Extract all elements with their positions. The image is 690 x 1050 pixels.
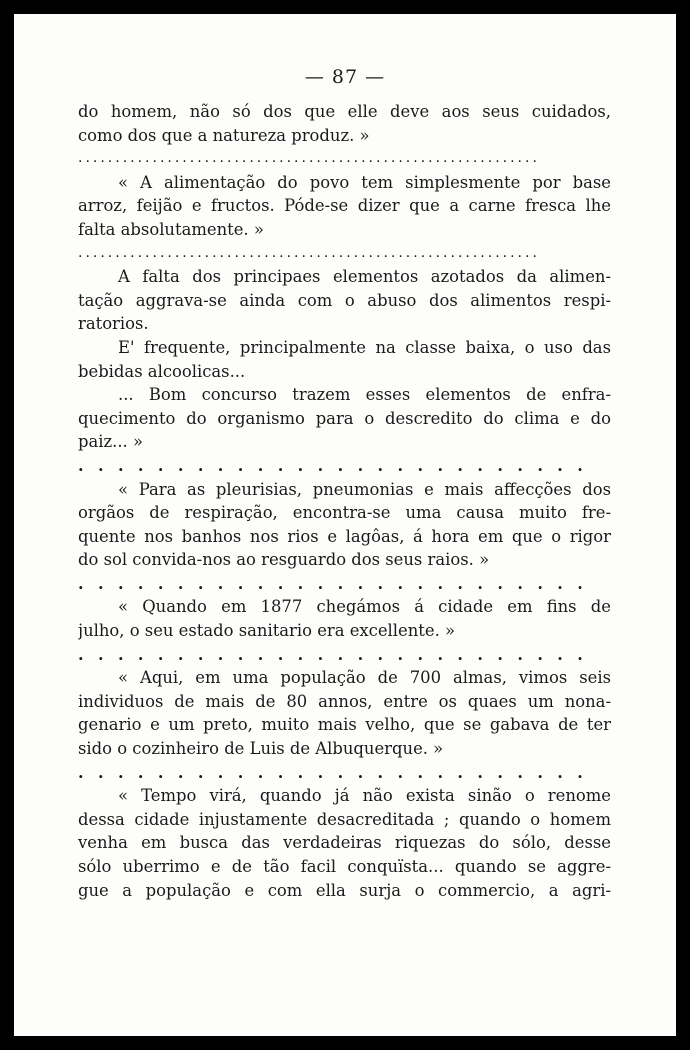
text-line: A falta dos principaes elementos azotados da alimen- [118,267,611,287]
text-line: E' frequente, principalmente na classe baixa, o uso das [118,337,611,357]
text-line: « Para as pleurisias, pneumonias e mais affecções dos [118,479,611,499]
text-line: sólo uberrimo e de tão facil conquïsta... quando se aggre- [78,857,611,876]
text-line: arroz, feijão e fructos. Póde-se dizer que a carne fresca lhe [78,196,611,216]
ellipsis-separator: .......................... [78,455,598,475]
text-line: « Aqui, em uma população de 700 almas, vimos seis [118,668,611,688]
ellipsis-separator: .......................... [78,644,598,664]
text-line: do sol convida-nos ao resguardo dos seus raios. » [78,550,490,570]
text-line: falta absolutamente. » [78,219,264,239]
text-line: ... Bom concurso trazem esses elementos de enfra- [118,385,611,405]
document-page [14,14,676,1036]
ellipsis-separator: .......................... [78,762,598,782]
text-line: « Quando em 1877 chegámos á cidade em fins de [118,597,611,617]
text-line: « Tempo virá, quando já não exista sinão o renome [118,786,611,806]
text-line: quecimento do organismo para o descredito do clima e do [78,408,611,428]
page-number: — 87 — [304,66,386,88]
text-line: julho, o seu estado sanitario era excellente. » [78,621,456,641]
text-line: sido o cozinheiro de Luis de Albuquerque. » [78,739,444,759]
ellipsis-separator: .......................... [78,573,598,593]
text-line: como dos que a natureza produz. » [78,125,370,145]
text-line: « A alimentação do povo tem simplesmente por base [118,172,611,192]
text-line: paiz... » [78,432,144,452]
ellipsis-separator: .............................................................. [78,244,540,261]
text-line: gue a população e com ella surja o commercio, a agri- [78,880,611,900]
text-line: do homem, não só dos que elle deve aos seus cuidados, [78,102,611,121]
ellipsis-separator: .............................................................. [78,150,540,167]
text-line: quente nos banhos nos rios e lagôas, á hora em que o rigor [78,526,611,546]
text-line: tação aggrava-se ainda com o abuso dos alimentos respi- [78,290,611,310]
text-line: ratorios. [78,314,149,334]
text-line: genario e um preto, muito mais velho, que se gabava de ter [78,715,611,735]
text-line: orgãos de respiração, encontra-se uma causa muito fre- [78,503,611,523]
text-line: individuos de mais de 80 annos, entre os quaes um nona- [78,691,611,711]
text-line: venha em busca das verdadeiras riquezas do sólo, desse [78,833,611,853]
text-line: bebidas alcoolicas... [78,361,246,381]
text-line: dessa cidade injustamente desacreditada ; quando o homem [78,809,611,829]
page-body [78,100,611,902]
